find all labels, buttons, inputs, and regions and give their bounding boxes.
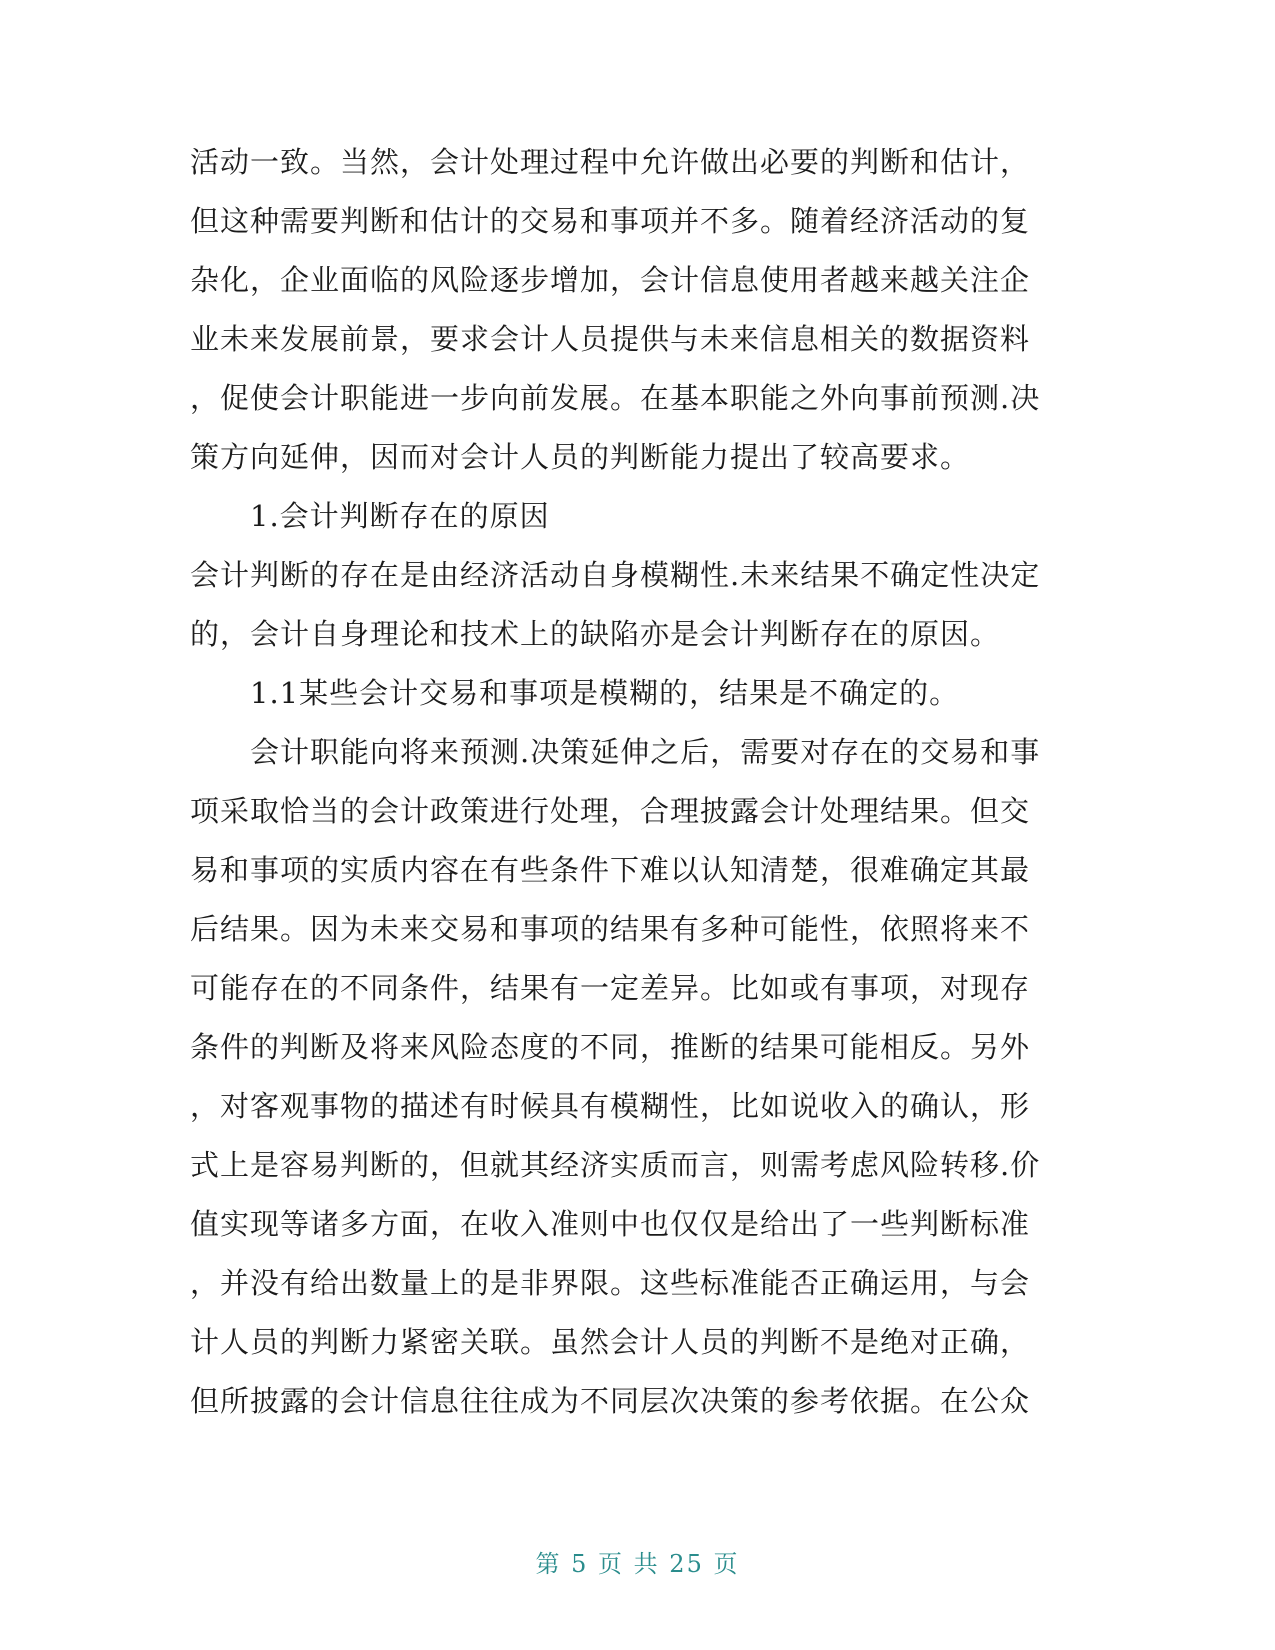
subsection-heading: 1.1某些会计交易和事项是模糊的，结果是不确定的。: [250, 676, 960, 710]
body-line: 会计职能向将来预测.决策延伸之后，需要对存在的交易和事: [250, 735, 1041, 769]
body-line: 值实现等诸多方面，在收入准则中也仅仅是给出了一些判断标准: [190, 1207, 1031, 1241]
section-heading: 1.会计判断存在的原因: [250, 499, 550, 533]
body-line: 计人员的判断力紧密关联。虽然会计人员的判断不是绝对正确，: [190, 1325, 1031, 1359]
body-line: ，促使会计职能进一步向前发展。在基本职能之外向事前预测.决: [190, 381, 1041, 415]
body-line: ，并没有给出数量上的是非界限。这些标准能否正确运用，与会: [190, 1266, 1031, 1300]
body-line: 策方向延伸，因而对会计人员的判断能力提出了较高要求。: [190, 440, 971, 474]
body-line: 业未来发展前景，要求会计人员提供与未来信息相关的数据资料: [190, 322, 1031, 356]
page-footer: 第 5 页 共 25 页: [535, 1550, 740, 1578]
body-line: 的，会计自身理论和技术上的缺陷亦是会计判断存在的原因。: [190, 617, 1001, 651]
body-line: 后结果。因为未来交易和事项的结果有多种可能性，依照将来不: [190, 912, 1031, 946]
body-line: 易和事项的实质内容在有些条件下难以认知清楚，很难确定其最: [190, 853, 1031, 887]
body-line: 活动一致。当然，会计处理过程中允许做出必要的判断和估计，: [190, 145, 1031, 179]
body-line: 会计判断的存在是由经济活动自身模糊性.未来结果不确定性决定: [190, 558, 1041, 592]
body-line: ，对客观事物的描述有时候具有模糊性，比如说收入的确认，形: [190, 1089, 1031, 1123]
body-line: 可能存在的不同条件，结果有一定差异。比如或有事项，对现存: [190, 971, 1031, 1005]
body-line: 条件的判断及将来风险态度的不同，推断的结果可能相反。另外: [190, 1030, 1031, 1064]
body-line: 但这种需要判断和估计的交易和事项并不多。随着经济活动的复: [190, 204, 1031, 238]
body-line: 但所披露的会计信息往往成为不同层次决策的参考依据。在公众: [190, 1384, 1031, 1418]
body-line: 杂化，企业面临的风险逐步增加，会计信息使用者越来越关注企: [190, 263, 1031, 297]
body-line: 式上是容易判断的，但就其经济实质而言，则需考虑风险转移.价: [190, 1148, 1041, 1182]
body-line: 项采取恰当的会计政策进行处理，合理披露会计处理结果。但交: [190, 794, 1031, 828]
